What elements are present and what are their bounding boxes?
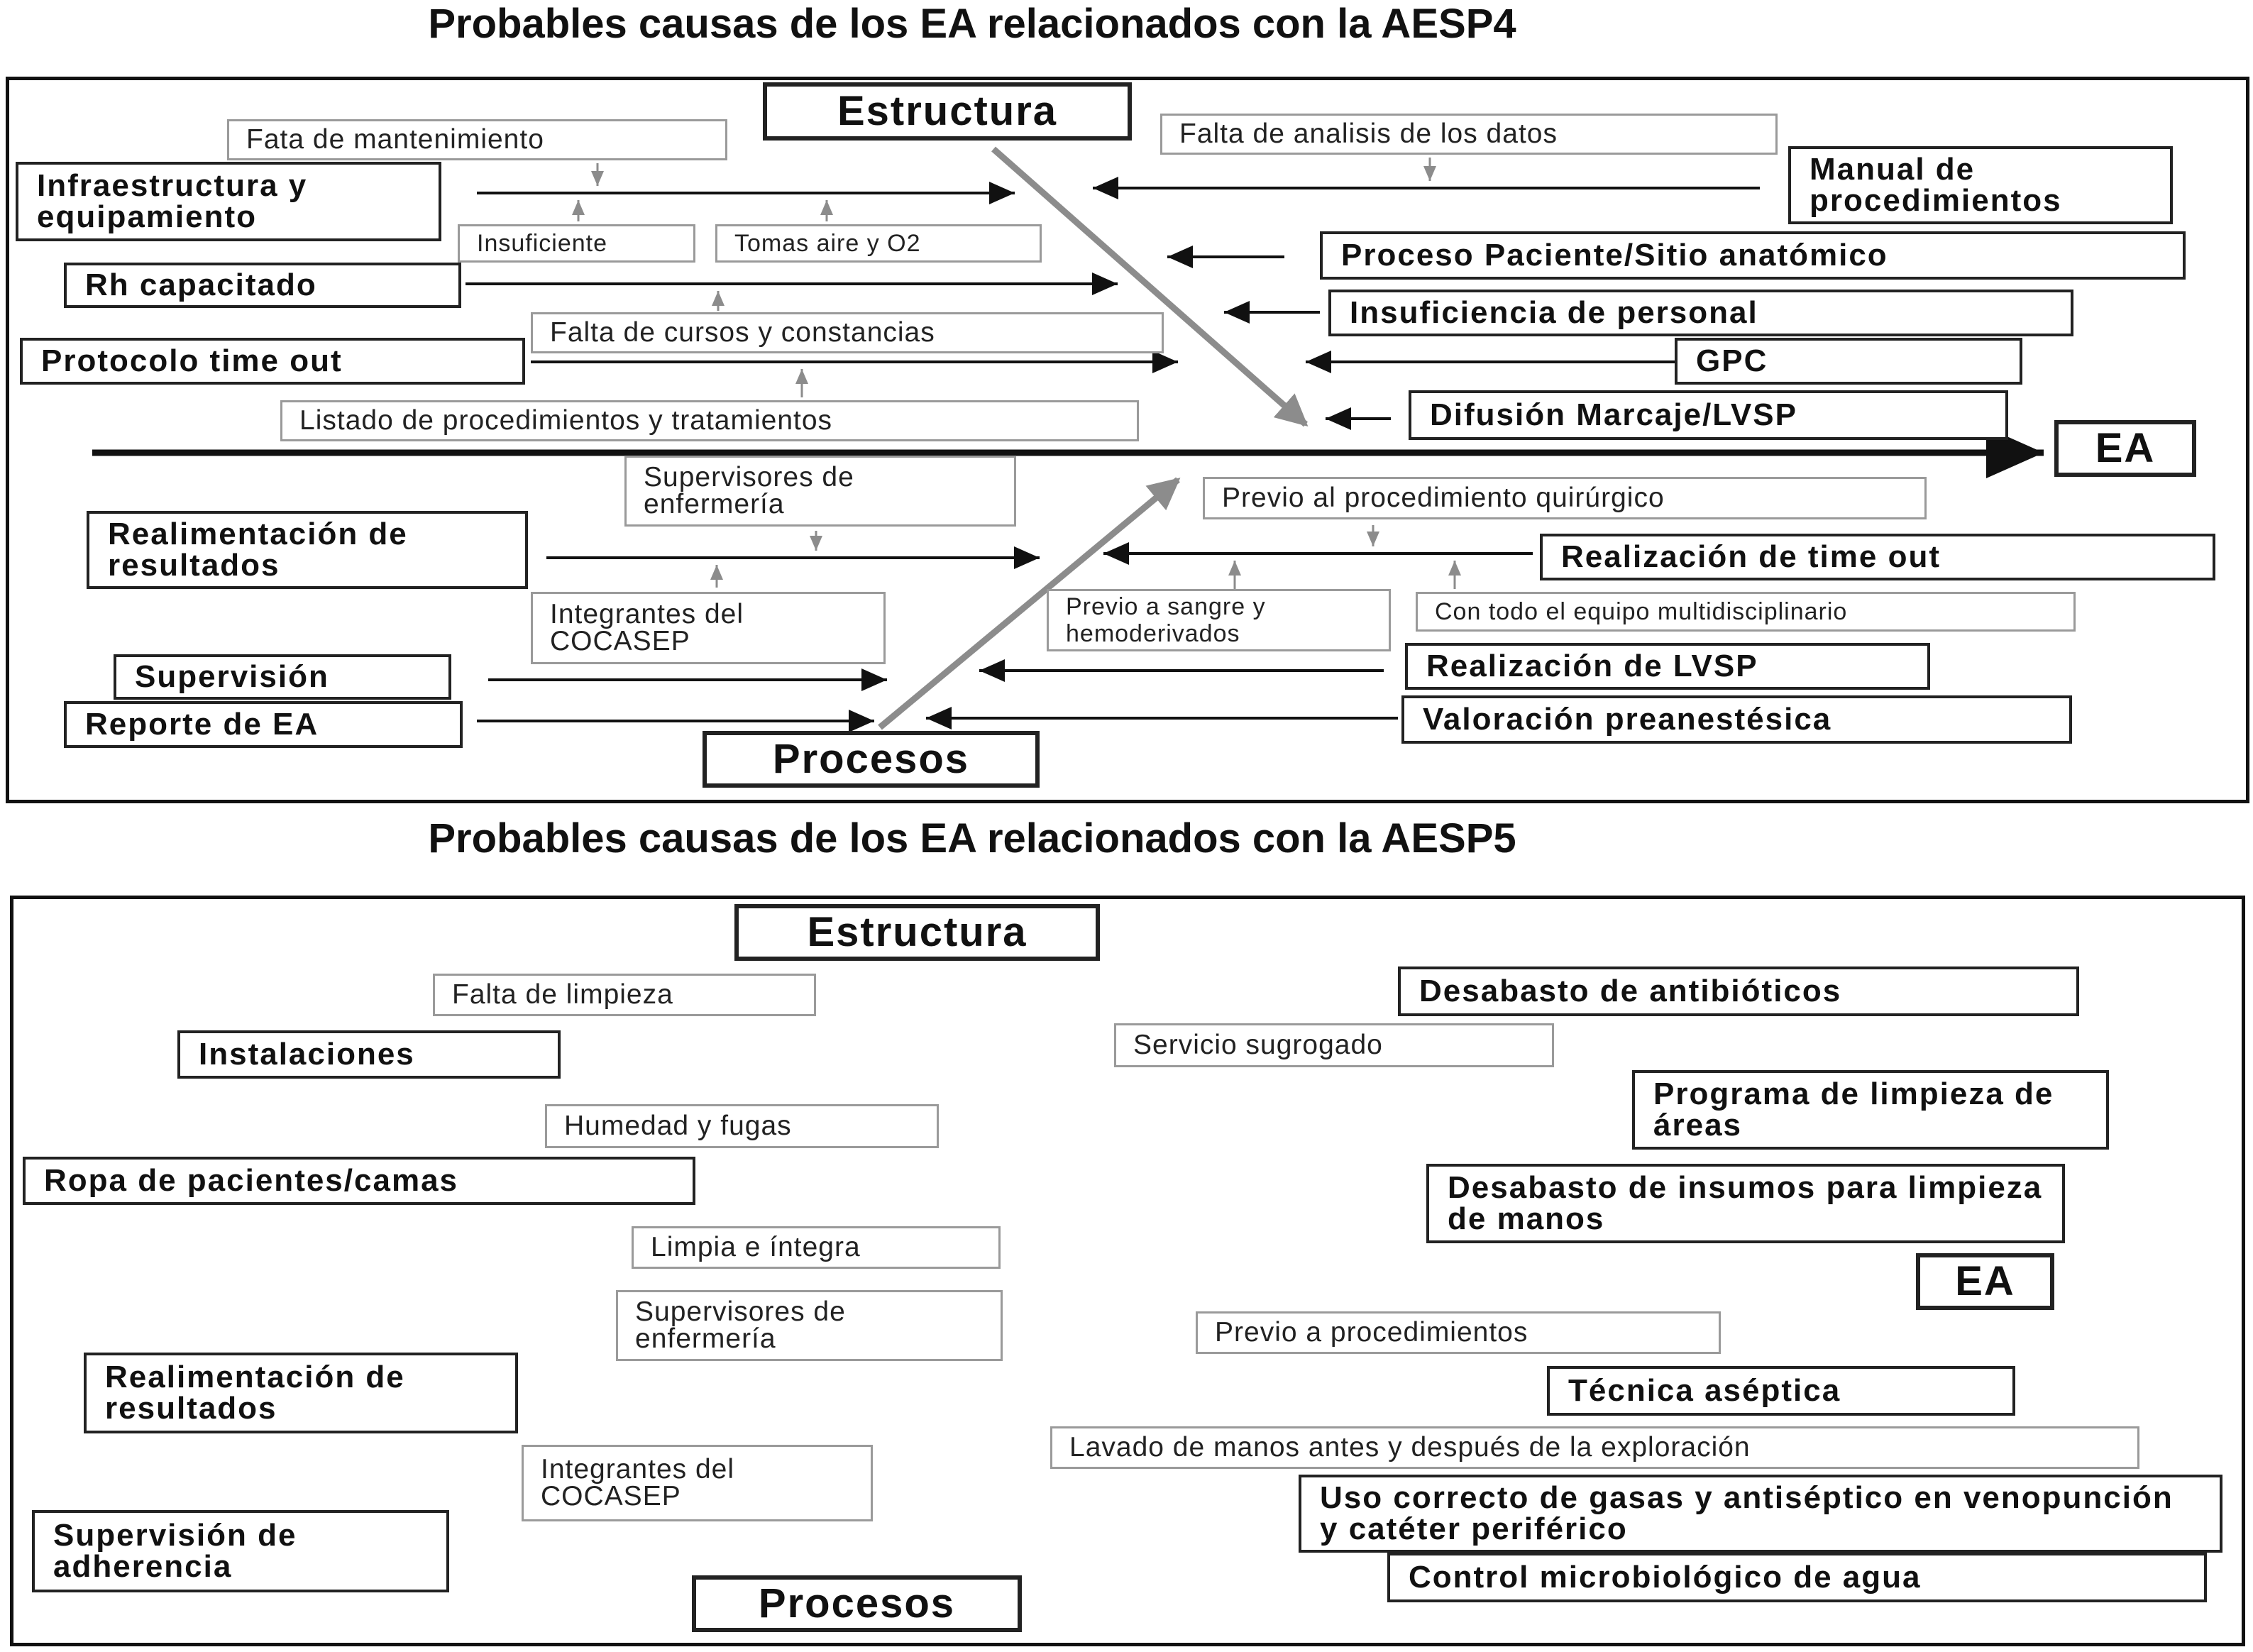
d1-sub-supervisores: Supervisores de enfermería [624,456,1016,527]
d1-sub-previo-sangre: Previo a sangre y hemoderivados [1047,589,1391,651]
d2-cause-ropa: Ropa de pacientes/camas [23,1157,695,1205]
d1-cause-lvsp: Realización de LVSP [1405,643,1930,690]
d1-cause-manual: Manual de procedimientos [1788,146,2173,224]
d2-cause-realimentacion: Realimentación de resultados [84,1353,518,1433]
diagram-1-title: Probables causas de los EA relacionados con la AESP4 [428,1,1516,47]
d1-cause-protocolo: Protocolo time out [20,338,525,385]
d2-sub-previo: Previo a procedimientos [1196,1311,1721,1354]
d2-cause-insumos: Desabasto de insumos para limpieza de manos [1426,1164,2065,1243]
d1-cause-time-out: Realización de time out [1540,534,2215,580]
d2-estructura-header: Estructura [734,904,1100,961]
d2-cause-programa: Programa de limpieza de áreas [1632,1070,2109,1150]
d1-cause-insuficiencia: Insuficiencia de personal [1328,290,2073,336]
d2-cause-tecnica: Técnica aséptica [1547,1366,2015,1416]
d2-sub-integrantes: Integrantes del COCASEP [522,1445,873,1521]
d1-cause-proceso-paciente: Proceso Paciente/Sitio anatómico [1320,231,2186,280]
d1-procesos-header: Procesos [703,731,1040,788]
d1-sub-analisis: Falta de analisis de los datos [1160,114,1778,155]
d1-cause-gpc: GPC [1675,338,2022,385]
diagram-2-title: Probables causas de los EA relacionados con la AESP5 [428,815,1516,861]
d1-sub-listado: Listado de procedimientos y tratamientos [280,400,1139,441]
d2-cause-agua: Control microbiológico de agua [1387,1553,2207,1602]
d2-cause-instalaciones: Instalaciones [177,1030,561,1079]
d1-sub-insuficiente: Insuficiente [458,224,695,263]
d1-sub-equipo: Con todo el equipo multidisciplinario [1416,592,2076,632]
d2-cause-antibioticos: Desabasto de antibióticos [1398,967,2079,1016]
d1-cause-reporte: Reporte de EA [64,701,463,748]
d1-estructura-header: Estructura [763,82,1132,141]
d2-sub-humedad: Humedad y fugas [545,1104,939,1148]
d1-cause-difusion: Difusión Marcaje/LVSP [1409,390,2008,440]
d1-cause-valoracion: Valoración preanestésica [1401,695,2072,744]
d1-sub-integrantes: Integrantes del COCASEP [531,592,886,664]
d1-bone-estructura [993,149,1306,424]
d1-effect-ea: EA [2054,420,2196,477]
d1-sub-mantenimiento: Fata de mantenimiento [227,119,727,160]
d2-cause-adherencia: Supervisión de adherencia [32,1510,449,1592]
d1-cause-supervision: Supervisión [114,654,451,700]
d1-cause-rh: Rh capacitado [64,263,461,308]
d1-sub-tomas: Tomas aire y O2 [715,224,1042,263]
d1-cause-realimentacion: Realimentación de resultados [87,511,528,589]
d1-cause-infraestructura: Infraestructura y equipamiento [16,162,441,241]
d2-sub-limpieza: Falta de limpieza [433,974,816,1016]
d1-sub-previo-quirurgico: Previo al procedimiento quirúrgico [1203,477,1927,519]
d2-procesos-header: Procesos [692,1575,1022,1632]
d2-sub-lavado: Lavado de manos antes y después de la exploración [1050,1426,2139,1469]
d2-sub-supervisores: Supervisores de enfermería [616,1290,1003,1361]
d2-sub-sugrogado: Servicio sugrogado [1114,1023,1554,1067]
d2-sub-integra: Limpia e íntegra [632,1226,1001,1269]
d2-cause-gasas: Uso correcto de gasas y antiséptico en venopunción y catéter periférico [1299,1475,2222,1553]
d1-sub-cursos: Falta de cursos y constancias [531,312,1164,353]
d2-effect-ea: EA [1916,1253,2054,1310]
